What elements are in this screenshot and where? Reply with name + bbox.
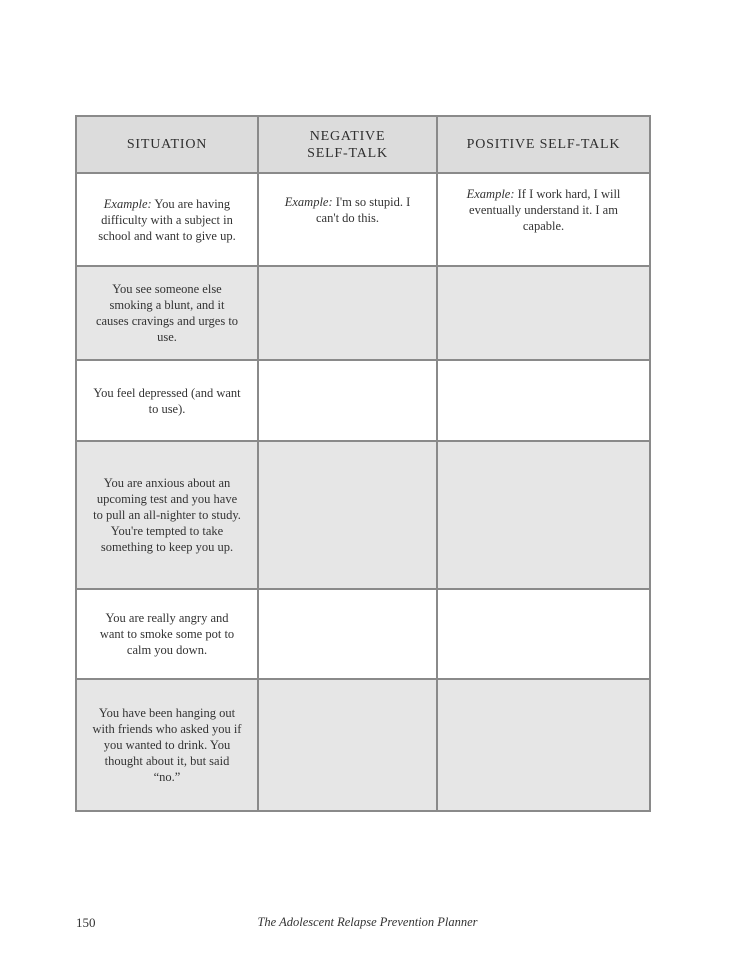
positive-self-talk-cell[interactable]: [437, 589, 650, 679]
situation-cell: [76, 266, 258, 360]
positive-self-talk-cell[interactable]: [437, 360, 650, 441]
example-label: Example:: [466, 186, 515, 201]
example-positive-text: [454, 186, 634, 234]
situation-text: You have been hanging out with friends who asked you if you wanted to drink. You thought about it, but said “no.”: [92, 706, 242, 784]
self-talk-table: [75, 115, 651, 812]
header-situation: [76, 116, 258, 173]
table-row: [76, 266, 650, 360]
situation-cell: [76, 441, 258, 589]
example-situation-cell: [76, 173, 258, 266]
header-negative-self-talk: [258, 116, 437, 173]
example-label: Example:: [103, 196, 152, 211]
table-row: [76, 589, 650, 679]
situation-text: You feel depressed (and want to use).: [93, 385, 241, 416]
situation-text: You are anxious about an upcoming test and you have to pull an all-nighter to study. You're tempted to take something to keep you up.: [93, 476, 241, 554]
example-positive: If I work hard, I will eventually understand it. I am capable.: [469, 186, 621, 233]
example-row: [76, 173, 650, 266]
table-row: [76, 360, 650, 441]
table-row: [76, 679, 650, 811]
header-positive-self-talk: [437, 116, 650, 173]
situation-cell: [76, 589, 258, 679]
example-situation-text: [92, 196, 242, 244]
positive-self-talk-cell[interactable]: [437, 441, 650, 589]
negative-self-talk-cell[interactable]: [258, 266, 437, 360]
example-label: Example:: [284, 194, 333, 209]
situation-text: You see someone else smoking a blunt, and it causes cravings and urges to use.: [95, 282, 239, 344]
situation-cell: [76, 360, 258, 441]
situation-text: You are really angry and want to smoke some pot to calm you down.: [99, 611, 235, 657]
negative-self-talk-cell[interactable]: [258, 589, 437, 679]
negative-self-talk-cell[interactable]: [258, 441, 437, 589]
table-header-row: [76, 116, 650, 173]
header-negative-line1: NEGATIVE: [309, 128, 386, 144]
example-negative: I'm so stupid. I can't do this.: [315, 194, 411, 225]
situation-cell: [76, 679, 258, 811]
positive-self-talk-cell[interactable]: [437, 679, 650, 811]
negative-self-talk-cell[interactable]: [258, 679, 437, 811]
header-situation-label: SITUATION: [126, 137, 208, 152]
example-positive-cell: [437, 173, 650, 266]
page-number: 150: [76, 915, 96, 930]
running-footer-title: The Adolescent Relapse Prevention Planner: [257, 915, 478, 929]
example-negative-text: [273, 194, 423, 226]
positive-self-talk-cell[interactable]: [437, 266, 650, 360]
header-negative-line2: SELF-TALK: [307, 145, 388, 161]
header-positive-label: POSITIVE SELF-TALK: [466, 137, 621, 152]
table-row: [76, 441, 650, 589]
example-negative-cell: [258, 173, 437, 266]
example-situation: You are having difficulty with a subject in school and want to give up.: [98, 196, 236, 243]
negative-self-talk-cell[interactable]: [258, 360, 437, 441]
